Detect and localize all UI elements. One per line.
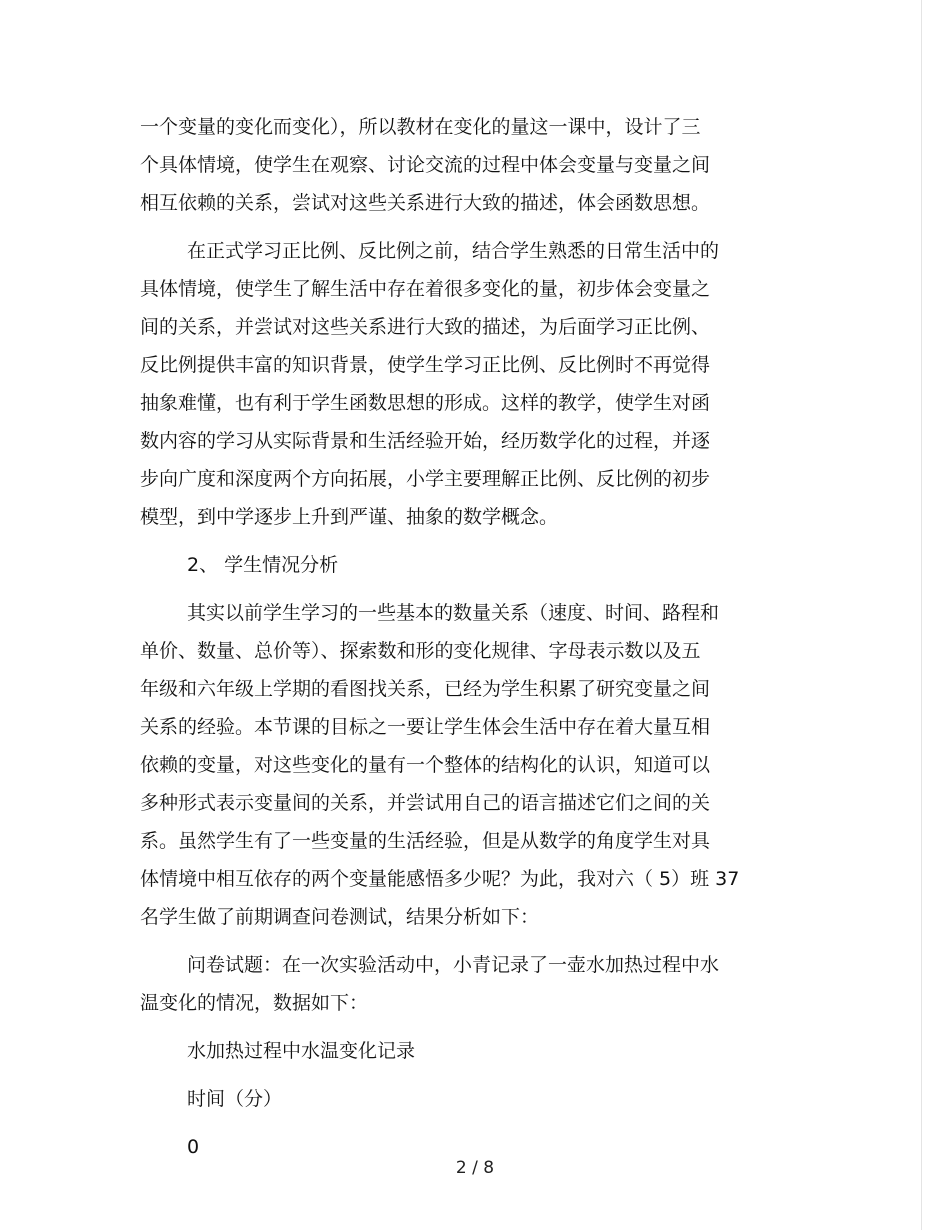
page-edge-divider <box>921 0 922 1230</box>
table-cell-value: 0 <box>187 1136 200 1158</box>
text-line: 个具体情境，使学生在观察、讨论交流的过程中体会变量与变量之间 <box>140 154 711 176</box>
text-line: 间的关系，并尝试对这些关系进行大致的描述，为后面学习正比例、 <box>140 316 711 338</box>
text-line: 体情境中相互依存的两个变量能感悟多少呢？为此，我对六（ 5）班 37 <box>140 868 740 890</box>
text-line: 抽象难懂，也有利于学生函数思想的形成。这样的教学，使学生对函 <box>140 392 711 414</box>
text-line: 相互依赖的关系，尝试对这些关系进行大致的描述，体会函数思想。 <box>140 192 711 214</box>
text-line: 多种形式表示变量间的关系，并尝试用自己的语言描述它们之间的关 <box>140 792 711 814</box>
text-line: 模型，到中学逐步上升到严谨、抽象的数学概念。 <box>140 506 559 528</box>
text-line: 步向广度和深度两个方向拓展，小学主要理解正比例、反比例的初步 <box>140 468 711 490</box>
section-heading: 2、 学生情况分析 <box>187 554 339 576</box>
paragraph-start: 在正式学习正比例、反比例之前，结合学生熟悉的日常生活中的 <box>187 240 720 262</box>
text-line: 单价、数量、总价等）、探索数和形的变化规律、字母表示数以及五 <box>140 640 701 662</box>
text-line: 反比例提供丰富的知识背景，使学生学习正比例、反比例时不再觉得 <box>140 354 711 376</box>
text-line: 温变化的情况，数据如下： <box>140 992 369 1014</box>
text-line: 依赖的变量，对这些变化的量有一个整体的结构化的认识，知道可以 <box>140 754 711 776</box>
paragraph-start: 其实以前学生学习的一些基本的数量关系（速度、时间、路程和 <box>187 602 720 624</box>
text-line: 数内容的学习从实际背景和生活经验开始，经历数学化的过程，并逐 <box>140 430 711 452</box>
page-number: 2 / 8 <box>455 1158 495 1178</box>
text-line: 具体情境，使学生了解生活中存在着很多变化的量，初步体会变量之 <box>140 278 711 300</box>
text-line: 一个变量的变化而变化），所以教材在变化的量这一课中，设计了三 <box>140 116 701 138</box>
text-line: 名学生做了前期调查问卷测试，结果分析如下： <box>140 906 540 928</box>
table-title: 水加热过程中水温变化记录 <box>187 1040 416 1062</box>
text-line: 系。虽然学生有了一些变量的生活经验，但是从数学的角度学生对具 <box>140 830 711 852</box>
document-body <box>140 108 760 1166</box>
text-line: 年级和六年级上学期的看图找关系，已经为学生积累了研究变量之间 <box>140 678 711 700</box>
paragraph-start: 问卷试题：在一次实验活动中，小青记录了一壶水加热过程中水 <box>187 954 720 976</box>
text-line: 关系的经验。本节课的目标之一要让学生体会生活中存在着大量互相 <box>140 716 711 738</box>
table-row-header: 时间（分） <box>187 1088 283 1110</box>
